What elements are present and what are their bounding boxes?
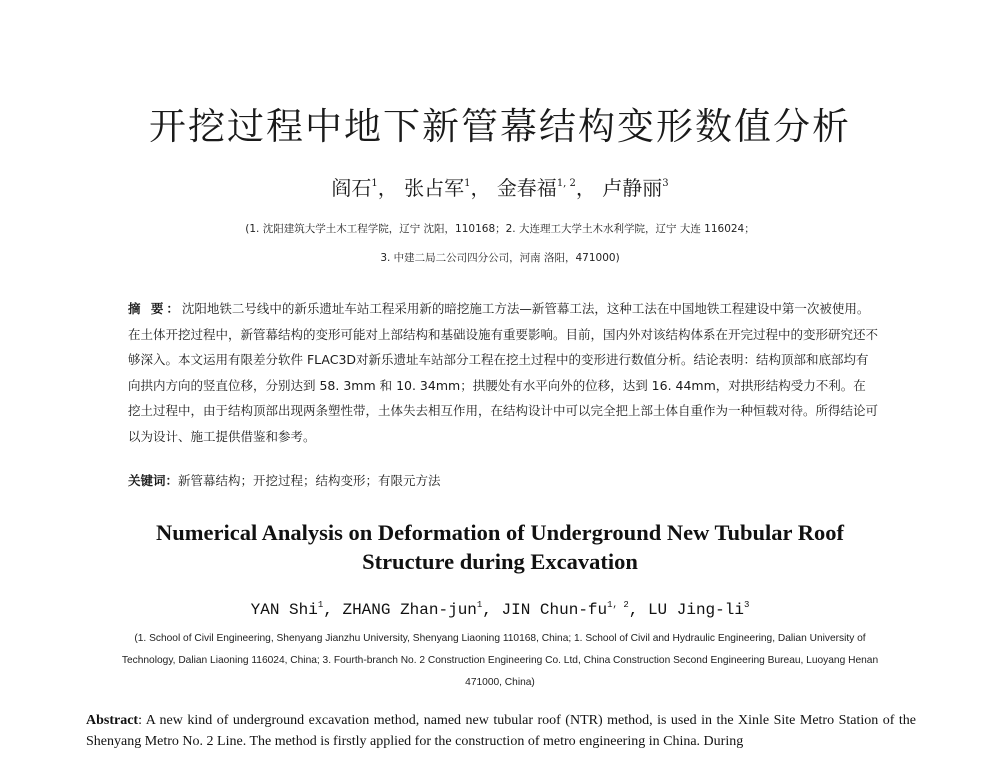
english-abstract-text: : A new kind of underground excavation method, named new tubular roof (NTR) method, is used in the Xinle Site Metro Station of the Shenyang Metro No. 2 Line. The method is firstly applied for the construction of metro engineering in China. During bbox=[86, 713, 916, 749]
author-affil-marker: 1, 2 bbox=[607, 600, 629, 610]
author-affil-marker: 1, 2 bbox=[556, 178, 576, 189]
author-affil-marker: 1 bbox=[317, 600, 324, 610]
chinese-keywords bbox=[128, 471, 878, 489]
chinese-affiliation-line1: (1. 沈阳建筑大学土木工程学院，辽宁 沈阳，110168；2. 大连理工大学土木水利学院，辽宁 大连 116024； bbox=[245, 223, 755, 235]
english-affiliation: (1. School of Civil Engineering, Shenyang Jianzhu University, Shenyang Liaoning 110168, China; 1. School of Civil and Hydraulic Engineering, Dalian University of Technology, Dalian Liaoning 116024, China; 3. Fourth-branch No. 2 Construction Engineering Co. Ltd, China Construction Second Engineering Bureau, Luoyang Henan 471000, China) bbox=[121, 633, 879, 688]
author-separator: , bbox=[628, 601, 648, 619]
author-separator: , bbox=[482, 601, 502, 619]
author-separator: ， bbox=[470, 176, 491, 200]
chinese-abstract-label: 摘 要： bbox=[128, 301, 182, 316]
author-affil-marker: 1 bbox=[464, 178, 471, 189]
author-affil-marker: 1 bbox=[371, 178, 378, 189]
author-affil-marker: 1 bbox=[476, 600, 483, 610]
author-separator: ， bbox=[575, 176, 596, 200]
english-title-line1: Numerical Analysis on Deformation of Underground New Tubular Roof bbox=[156, 520, 844, 545]
author-name: 阎石 bbox=[331, 176, 372, 200]
author-affil-marker: 3 bbox=[743, 600, 750, 610]
chinese-affiliation-line2: 3. 中建二局二公司四分公司，河南 洛阳，471000) bbox=[380, 252, 620, 264]
author-name: JIN Chun-fu bbox=[501, 601, 608, 619]
english-title-line2: Structure during Excavation bbox=[362, 549, 638, 574]
chinese-keywords-label: 关键词： bbox=[128, 473, 179, 488]
english-abstract-label: Abstract bbox=[86, 713, 139, 728]
english-authors bbox=[0, 600, 1000, 619]
chinese-title: 开挖过程中地下新管幕结构变形数值分析 bbox=[149, 105, 851, 148]
chinese-abstract-text: 沈阳地铁二号线中的新乐遗址车站工程采用新的暗挖施工方法—新管幕工法，这种工法在中国地铁工程建设中第一次被使用。在土体开挖过程中，新管幕结构的变形可能对上部结构和基础设施有重要影响。目前，国内外对该结构体系在开完过程中的变形研究还不够深入。本文运用有限差分软件 FLAC3D对新乐遗址车站部分工程在挖土过程中的变形进行数值分析。结论表明：结构顶部和底部均有向拱内方向的竖直位移，分别达到 58. 3mm 和 10. 34mm；拱腰处有水平向外的位移，达到 16. 44mm，对拱形结构受力不利。在挖土过程中，由于结构顶部出现两条塑性带，土体失去相互作用，在结构设计中可以完全把上部土体自重作为一种恒载对待。所得结论可以为设计、施工提供借鉴和参考。 bbox=[128, 301, 879, 444]
author-name: ZHANG Zhan-jun bbox=[342, 601, 477, 619]
author-name: 张占军 bbox=[404, 176, 465, 200]
chinese-abstract bbox=[128, 296, 878, 449]
author-separator: , bbox=[323, 601, 343, 619]
english-title bbox=[0, 518, 1000, 576]
author-name: 卢静丽 bbox=[602, 176, 663, 200]
author-name: YAN Shi bbox=[250, 601, 318, 619]
chinese-authors bbox=[0, 172, 1000, 201]
author-separator: ， bbox=[377, 176, 398, 200]
author-affil-marker: 3 bbox=[662, 178, 669, 189]
english-abstract bbox=[86, 710, 916, 752]
author-name: 金春福 bbox=[496, 176, 557, 200]
author-name: LU Jing-li bbox=[647, 601, 744, 619]
chinese-keywords-text: 新管幕结构；开挖过程；结构变形；有限元方法 bbox=[178, 473, 441, 488]
